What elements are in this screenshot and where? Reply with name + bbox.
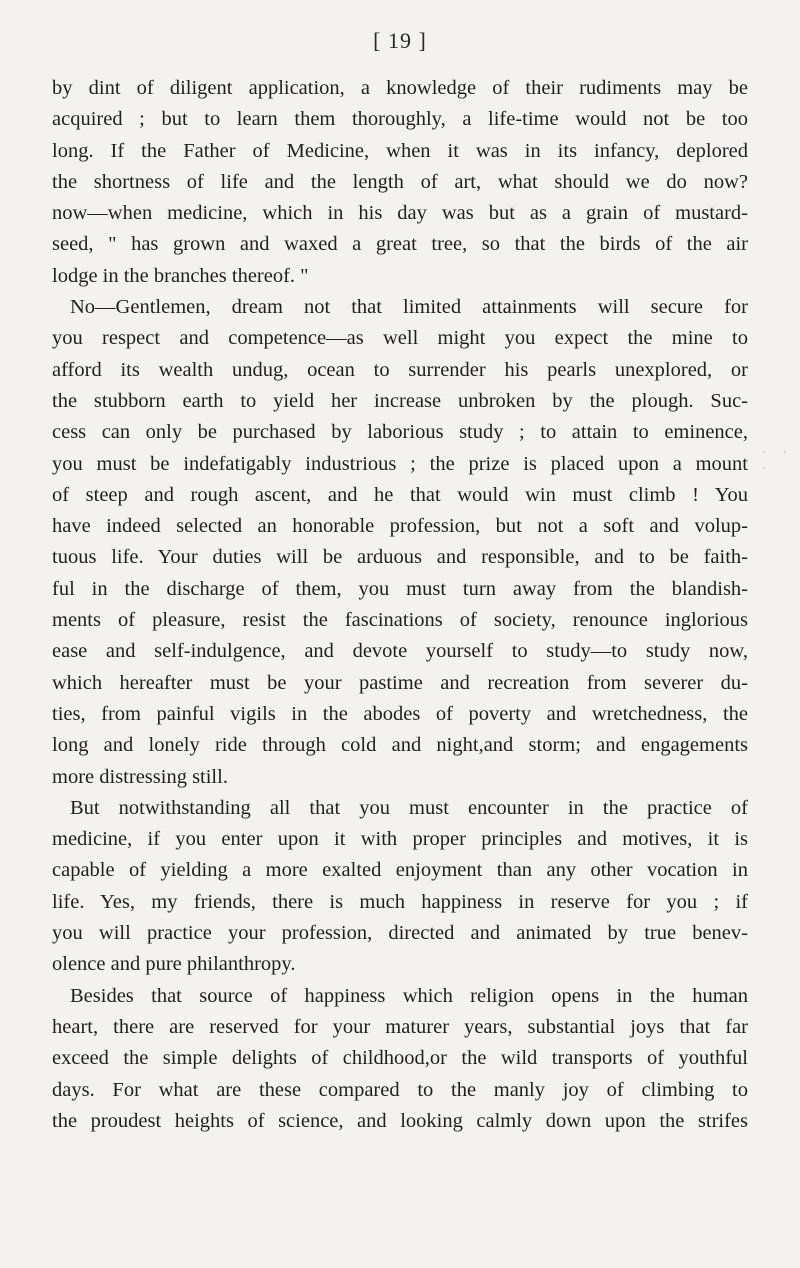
text-line: now—when medicine, which in his day was but as a grain of mustard- <box>52 202 748 225</box>
text-line: afford its wealth undug, ocean to surrender his pearls unexplored, or <box>52 358 748 381</box>
text-line: of steep and rough ascent, and he that would win must climb ! You <box>52 483 748 506</box>
text-line: the shortness of life and the length of art, what should we do now? <box>52 170 748 193</box>
text-line: seed, " has grown and waxed a great tree, so that the birds of the air <box>52 233 748 256</box>
text-line: long. If the Father of Medicine, when it was in its infancy, deplored <box>52 139 748 162</box>
text-line: life. Yes, my friends, there is much happiness in reserve for you ; if <box>52 890 748 913</box>
text-line: which hereafter must be your pastime and recreation from severer du- <box>52 671 748 694</box>
text-line: medicine, if you enter upon it with proper principles and motives, it is <box>52 828 748 851</box>
text-line: lodge in the branches thereof. " <box>52 264 309 287</box>
text-line: long and lonely ride through cold and night,and storm; and engagements <box>52 734 748 757</box>
margin-dots: · · · <box>762 446 793 477</box>
text-line: tuous life. Your duties will be arduous and responsible, and to be faith- <box>52 546 748 569</box>
text-line: acquired ; but to learn them thoroughly, a life-time would not be too <box>52 108 748 131</box>
text-line: cess can only be purchased by laborious study ; to attain to eminence, <box>52 421 748 444</box>
text-line: the stubborn earth to yield her increase unbroken by the plough. Suc- <box>52 389 748 412</box>
text-line: No—Gentlemen, dream not that limited attainments will secure for <box>70 296 748 319</box>
text-line: But notwithstanding all that you must encounter in the practice of <box>70 796 748 819</box>
text-line: have indeed selected an honorable profession, but not a soft and volup- <box>52 515 748 538</box>
text-line: you respect and competence—as well might you expect the mine to <box>52 327 748 350</box>
text-line: olence and pure philanthropy. <box>52 953 296 976</box>
body-text <box>52 73 748 1137</box>
text-line: ties, from painful vigils in the abodes of poverty and wretchedness, the <box>52 702 748 725</box>
text-line: you will practice your profession, directed and animated by true benev- <box>52 922 748 945</box>
text-line: days. For what are these compared to the manly joy of climbing to <box>52 1078 748 1101</box>
text-line: ease and self-indulgence, and devote yourself to study—to study now, <box>52 640 748 663</box>
text-line: capable of yielding a more exalted enjoyment than any other vocation in <box>52 859 748 882</box>
text-line: ments of pleasure, resist the fascinations of society, renounce inglorious <box>52 609 748 632</box>
text-line: you must be indefatigably industrious ; the prize is placed upon a mount <box>52 452 748 475</box>
text-line: the proudest heights of science, and looking calmly down upon the strifes <box>52 1109 748 1132</box>
text-line: exceed the simple delights of childhood,or the wild transports of youthful <box>52 1047 748 1070</box>
text-line: Besides that source of happiness which religion opens in the human <box>70 984 748 1007</box>
text-line: ful in the discharge of them, you must turn away from the blandish- <box>52 577 748 600</box>
text-line: heart, there are reserved for your maturer years, substantial joys that far <box>52 1015 748 1038</box>
text-line: more distressing still. <box>52 765 228 788</box>
text-line: by dint of diligent application, a knowledge of their rudiments may be <box>52 77 748 99</box>
page-number: [ 19 ] <box>373 28 427 53</box>
